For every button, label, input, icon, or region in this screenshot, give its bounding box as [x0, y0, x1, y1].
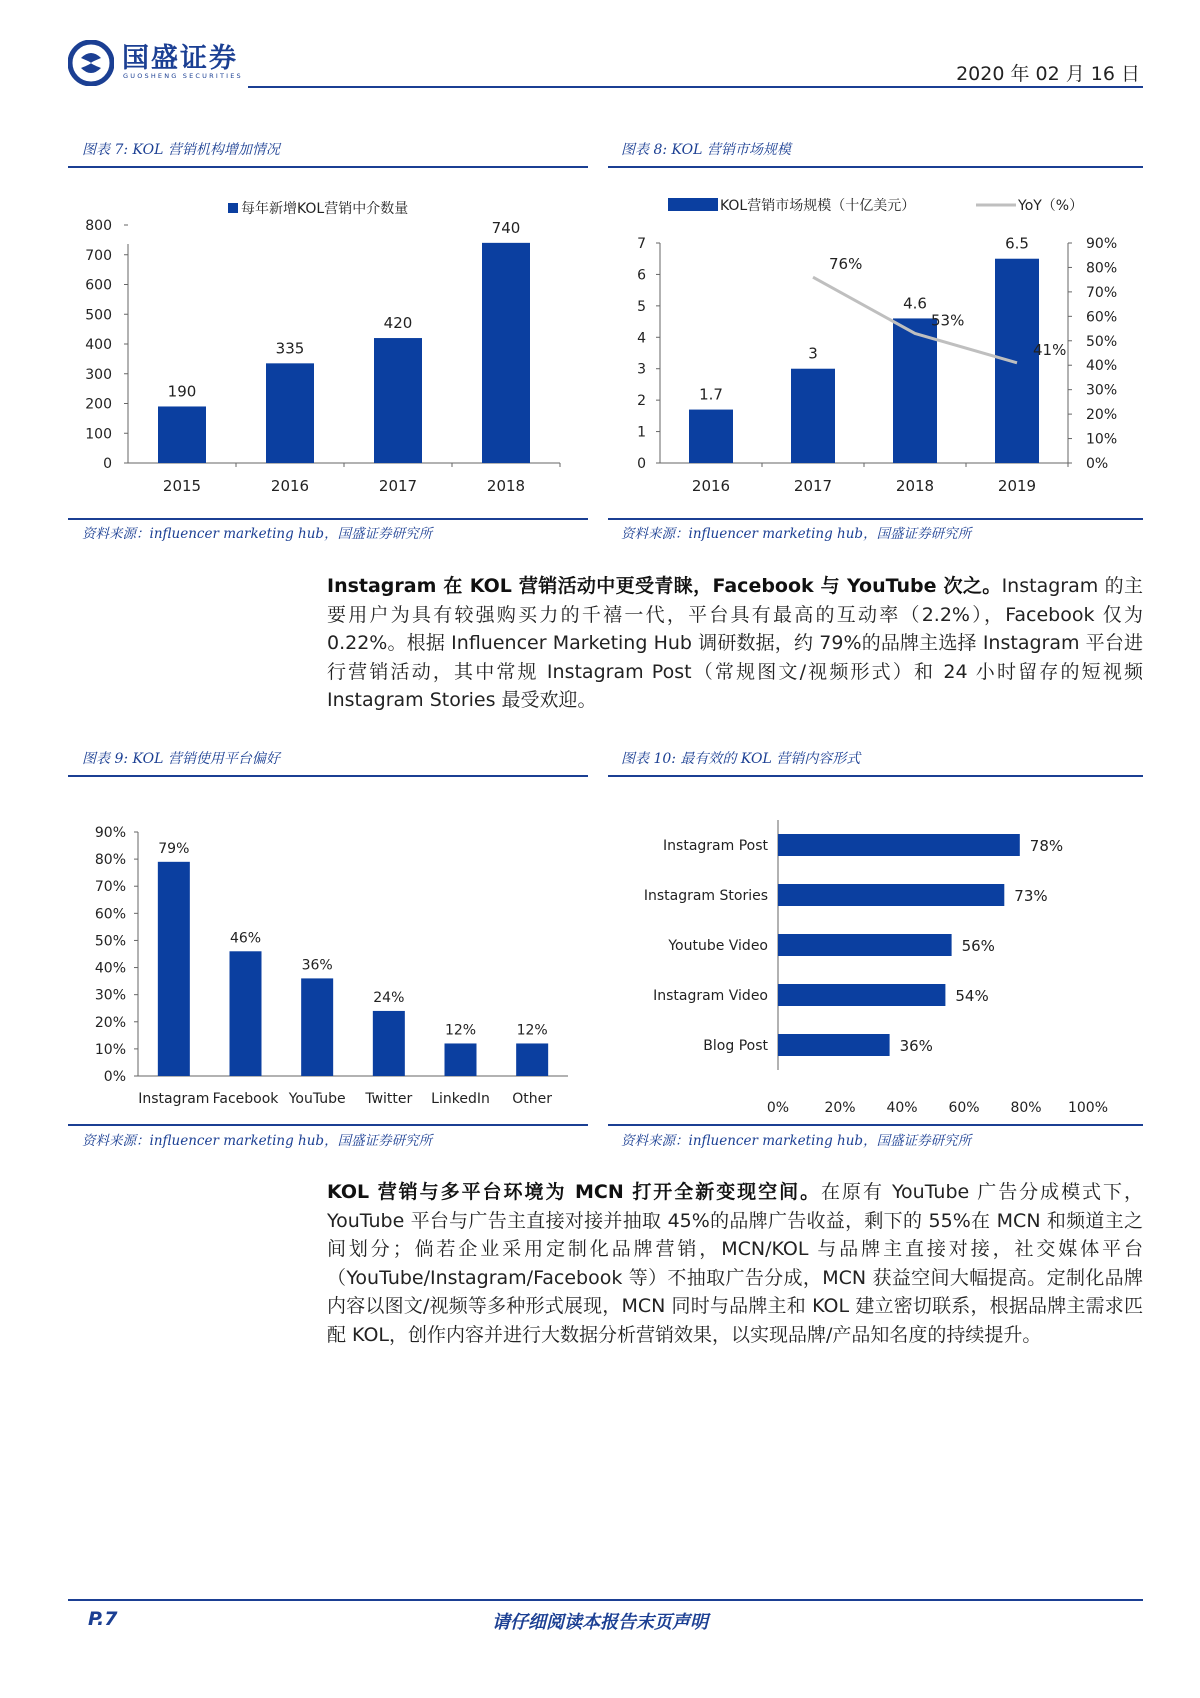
fig9-data-label: 24%: [373, 989, 405, 1006]
fig7-y-tick-label: 500: [85, 307, 112, 324]
footer-divider: [68, 1599, 1143, 1601]
fig10-title: 图表 10: 最有效的 KOL 营销内容形式: [621, 751, 861, 767]
fig9-x-tick-label: Twitter: [365, 1091, 413, 1107]
fig9-x-tick-label: YouTube: [288, 1091, 346, 1107]
fig9-chart: [68, 780, 588, 1130]
fig10-x-tick-label: 20%: [824, 1100, 856, 1116]
company-name: 国盛证券: [122, 43, 238, 74]
fig9-bar: [230, 951, 262, 1076]
fig7-x-tick-label: 2015: [162, 477, 202, 495]
fig8-title: 图表 8: KOL 营销市场规模: [621, 142, 791, 158]
fig10-data-label: 36%: [899, 1037, 933, 1055]
fig8-y-tick-label: 6: [637, 267, 646, 284]
paragraph-1-body: Instagram 的主要用户为具有较强购买力的千禧一代，平台具有最高的互动率（2.2%），Facebook 仅为 0.22%。根据 Influencer Marketing Hub 调研数据，约 79%的品牌主选择 Instagram 平台进行营销活动，其中常规 Instagram Post（常规图文/视频形式）和 24 小时留存的短视频 Instagram Stories 最受欢迎。: [327, 575, 1144, 711]
fig9-bar: [373, 1011, 405, 1076]
fig8-yoy-label: 41%: [1033, 340, 1067, 359]
fig8-data-label: 1.7: [699, 385, 723, 404]
fig8-bar: [689, 410, 733, 463]
fig9-y-tick-label: 40%: [94, 960, 126, 977]
fig8-bar: [995, 259, 1039, 463]
fig10-bar: [778, 834, 1020, 856]
fig9-data-label: 12%: [444, 1022, 477, 1039]
paragraph-1-lead: Instagram 在 KOL 营销活动中更受青睐，Facebook 与 YouTube 次之。: [327, 575, 1002, 597]
fig7-y-tick-label: 800: [85, 218, 112, 234]
fig9-y-tick-label: 30%: [94, 987, 126, 1004]
fig7-bar: [266, 363, 314, 463]
fig8-chart: [608, 170, 1143, 515]
fig8-y-tick-label: 3: [637, 361, 646, 378]
fig8-bar: [791, 369, 835, 463]
fig7-data-label: 335: [275, 339, 305, 358]
fig8-data-label: 6.5: [1005, 234, 1029, 253]
fig10-x-tick-label: 60%: [948, 1100, 980, 1116]
fig10-bottom-rule: [608, 1124, 1143, 1126]
fig9-data-label: 79%: [158, 840, 190, 857]
fig9-bar: [158, 862, 190, 1076]
fig8-y2-tick-label: 50%: [1086, 333, 1118, 350]
fig8-bottom-rule: [608, 518, 1143, 520]
fig7-y-tick-label: 700: [85, 247, 112, 264]
fig8-source: 资料来源：influencer marketing hub，国盛证券研究所: [621, 526, 972, 542]
fig9-x-tick-label: LinkedIn: [431, 1091, 490, 1107]
fig7-y-tick-label: 200: [85, 396, 112, 413]
fig7-source: 资料来源：influencer marketing hub，国盛证券研究所: [82, 526, 433, 542]
fig9-title: 图表 9: KOL 营销使用平台偏好: [82, 751, 280, 767]
fig9-data-label: 12%: [516, 1022, 548, 1039]
fig9-y-tick-label: 0%: [103, 1069, 126, 1085]
report-date: 2020 年 02 月 16 日: [956, 63, 1140, 85]
fig7-title: 图表 7: KOL 营销机构增加情况: [82, 142, 280, 158]
fig9-x-tick-label: Instagram: [138, 1091, 210, 1107]
fig8-y-tick-label: 7: [637, 236, 646, 252]
fig7-legend-swatch: [228, 203, 238, 213]
fig9-source: 资料来源：influencer marketing hub，国盛证券研究所: [82, 1133, 433, 1149]
fig8-yoy-label: 53%: [931, 311, 965, 330]
paragraph-2-lead: KOL 营销与多平台环境为 MCN 打开全新变现空间。: [327, 1181, 822, 1203]
fig9-y-tick-label: 50%: [94, 933, 126, 950]
fig10-data-label: 73%: [1014, 887, 1048, 905]
fig10-data-label: 78%: [1029, 837, 1064, 855]
fig10-bar: [778, 1034, 890, 1056]
fig7-y-tick-label: 600: [85, 277, 112, 294]
fig7-legend-label: 每年新增KOL营销中介数量: [241, 201, 409, 217]
fig7-chart: [68, 170, 588, 515]
fig9-data-label: 36%: [301, 957, 333, 974]
fig9-bar: [516, 1043, 548, 1076]
fig10-chart: [608, 780, 1143, 1130]
fig10-y-tick-label: Instagram Video: [653, 988, 768, 1004]
company-name-en: GUOSHENG SECURITIES: [123, 72, 243, 80]
fig8-y-tick-label: 4: [637, 330, 646, 347]
fig7-data-label: 420: [383, 314, 413, 333]
fig7-y-tick-label: 0: [103, 456, 112, 472]
fig7-data-label: 190: [167, 382, 197, 401]
fig9-y-tick-label: 90%: [94, 825, 126, 841]
fig9-x-tick-label: Facebook: [212, 1091, 279, 1107]
fig10-x-tick-label: 0%: [766, 1100, 790, 1116]
page-number: P.7: [88, 1608, 118, 1630]
paragraph-mcn-monetization: [327, 1178, 1143, 1349]
fig10-x-tick-label: 80%: [1010, 1100, 1042, 1116]
fig9-bar: [301, 978, 333, 1076]
fig8-y2-tick-label: 90%: [1086, 236, 1118, 252]
fig8-data-label: 3: [808, 344, 818, 363]
fig7-y-tick-label: 100: [85, 426, 112, 443]
fig10-data-label: 56%: [961, 937, 995, 955]
fig9-y-tick-label: 10%: [94, 1041, 126, 1058]
fig8-legend-line-label: YoY（%）: [1018, 198, 1084, 214]
fig7-x-tick-label: 2016: [270, 477, 310, 495]
paragraph-2-body: 在原有 YouTube 广告分成模式下，YouTube 平台与广告主直接对接并抽取 45%的品牌广告收益，剩下的 55%在 MCN 和频道主之间划分；倘若企业采用定制化品牌营销，MCN/KOL 与品牌主直接对接，社交媒体平台（YouTube/Instagram/Facebook 等）不抽取广告分成，MCN 获益空间大幅提高。定制化品牌内容以图文/视频等多种形式展现，MCN 同时与品牌主和 KOL 建立密切联系，根据品牌主需求匹配 KOL，创作内容并进行大数据分析营销效果，以实现品牌/产品知名度的持续提升。: [327, 1181, 1143, 1346]
fig7-y-tick-label: 300: [85, 366, 112, 383]
fig8-bar: [893, 318, 937, 463]
fig10-y-tick-label: Instagram Post: [663, 838, 768, 854]
fig9-x-tick-label: Other: [512, 1091, 553, 1107]
fig10-bar: [778, 934, 952, 956]
fig7-bar: [482, 243, 530, 463]
fig10-top-rule: [608, 775, 1143, 777]
fig10-source: 资料来源：influencer marketing hub，国盛证券研究所: [621, 1133, 972, 1149]
fig8-x-tick-label: 2019: [997, 477, 1037, 495]
fig8-x-tick-label: 2016: [691, 477, 731, 495]
fig9-top-rule: [68, 775, 588, 777]
fig9-bar: [445, 1043, 477, 1076]
fig8-legend-bar-swatch: [668, 198, 718, 211]
fig8-top-rule: [608, 166, 1143, 168]
fig7-data-label: 740: [491, 218, 521, 237]
fig10-bar: [778, 884, 1004, 906]
fig10-y-tick-label: Youtube Video: [668, 938, 768, 954]
fig8-x-tick-label: 2018: [895, 477, 935, 495]
fig10-data-label: 54%: [955, 987, 989, 1005]
fig9-y-tick-label: 80%: [94, 852, 126, 869]
fig7-x-tick-label: 2017: [378, 477, 418, 495]
fig8-y-tick-label: 5: [637, 298, 646, 315]
fig9-data-label: 46%: [229, 930, 262, 947]
fig9-y-tick-label: 70%: [94, 879, 126, 896]
fig10-x-tick-label: 40%: [886, 1100, 918, 1116]
fig8-y-tick-label: 0: [637, 456, 646, 472]
fig8-y-tick-label: 1: [637, 424, 646, 441]
company-logo-icon: [68, 40, 114, 86]
fig9-bottom-rule: [68, 1124, 588, 1126]
fig9-y-tick-label: 60%: [94, 906, 126, 923]
fig7-bar: [374, 338, 422, 463]
fig8-y2-tick-label: 10%: [1086, 431, 1118, 448]
fig8-y2-tick-label: 0%: [1086, 456, 1109, 472]
fig8-y2-tick-label: 30%: [1086, 382, 1118, 399]
fig8-yoy-label: 76%: [829, 255, 863, 274]
fig8-y-tick-label: 2: [637, 393, 646, 410]
fig8-y2-tick-label: 40%: [1086, 358, 1118, 375]
fig8-y2-tick-label: 60%: [1086, 309, 1118, 326]
paragraph-instagram-preference: [327, 572, 1143, 715]
fig10-y-tick-label: Blog Post: [703, 1038, 768, 1054]
fig10-y-tick-label: Instagram Stories: [643, 888, 768, 904]
fig8-y2-tick-label: 80%: [1086, 260, 1118, 277]
fig7-bar: [158, 406, 206, 463]
fig9-y-tick-label: 20%: [94, 1014, 126, 1031]
fig7-x-tick-label: 2018: [486, 477, 526, 495]
footer-disclaimer: 请仔细阅读本报告末页声明: [492, 1612, 708, 1633]
fig7-y-tick-label: 400: [85, 337, 112, 353]
fig8-y2-tick-label: 20%: [1086, 407, 1118, 424]
fig8-legend-bar-label: KOL营销市场规模（十亿美元）: [720, 198, 916, 214]
fig8-x-tick-label: 2017: [793, 477, 833, 495]
fig10-x-tick-label: 100%: [1067, 1100, 1109, 1116]
fig10-bar: [778, 984, 945, 1006]
fig8-y2-tick-label: 70%: [1086, 284, 1118, 301]
fig8-data-label: 4.6: [903, 294, 927, 313]
fig7-top-rule: [68, 166, 588, 168]
header-divider: [248, 86, 1143, 88]
fig7-bottom-rule: [68, 518, 588, 520]
